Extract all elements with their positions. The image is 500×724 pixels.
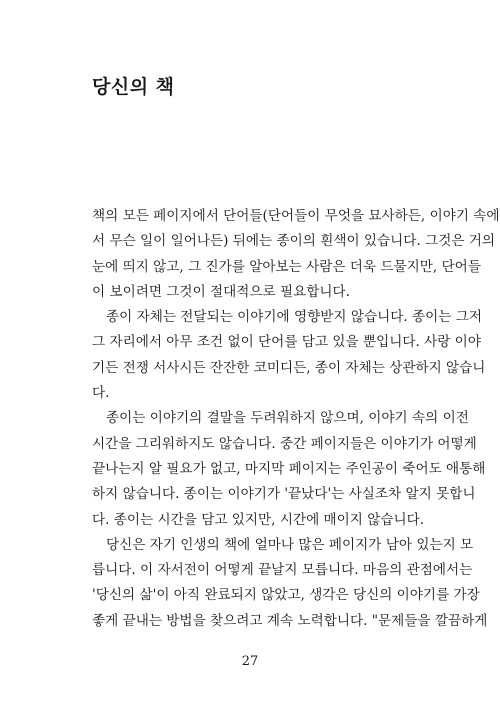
text-line: 서 무슨 일이 일어나든) 뒤에는 종이의 흰색이 있습니다. 그것은 거의 [92,233,496,250]
paragraph-3 [92,406,486,532]
text-line: 좋게 끝내는 방법을 찾으려고 계속 노력합니다. "문제들을 깔끔하게 [92,612,488,629]
chapter-title: 당신의 책 [92,76,175,98]
text-line: 하지 않습니다. 종이는 이야기가 '끝났다'는 사실조차 알지 못합니 [92,486,476,503]
text-line: 다. [92,385,110,402]
paragraph-4 [92,533,488,634]
text-line: 그 자리에서 아무 조건 없이 단어를 담고 있을 뿐입니다. 사랑 이야 [92,334,481,351]
text-line: '당신의 삶'이 아직 완료되지 않았고, 생각은 당신의 이야기를 가장 [92,587,480,604]
text-line: 다. 종이는 시간을 담고 있지만, 시간에 매이지 않습니다. [92,511,425,528]
text-line: 시간을 그리워하지도 않습니다. 중간 페이지들은 이야기가 어떻게 [92,435,477,452]
paragraph-2 [92,305,486,406]
body-text [92,204,500,634]
text-line: 눈에 띄지 않고, 그 진가를 알아보는 사람은 더욱 드물지만, 단어들 [92,258,481,275]
text-line: 이 보이려면 그것이 절대적으로 필요합니다. [92,283,350,300]
text-line: 종이 자체는 전달되는 이야기에 영향받지 않습니다. 종이는 그저 [106,309,482,326]
text-line: 끝나는지 알 필요가 없고, 마지막 페이지는 주인공이 죽어도 애통해 [92,460,486,477]
text-line: 책의 모든 페이지에서 단어들(단어들이 무엇을 묘사하든, 이야기 속에 [92,208,500,224]
paragraph-1 [92,204,500,305]
text-line: 당신은 자기 인생의 책에 얼마나 많은 페이지가 남아 있는지 모 [106,536,474,553]
page-number: 27 [241,654,259,669]
text-line: 기든 전쟁 서사시든 잔잔한 코미디든, 종이 자체는 상관하지 않습니 [92,359,486,376]
text-line: 릅니다. 이 자서전이 어떻게 끝날지 모릅니다. 마음의 관점에서는 [92,562,473,579]
text-line: 종이는 이야기의 결말을 두려워하지 않으며, 이야기 속의 이전 [106,410,469,427]
